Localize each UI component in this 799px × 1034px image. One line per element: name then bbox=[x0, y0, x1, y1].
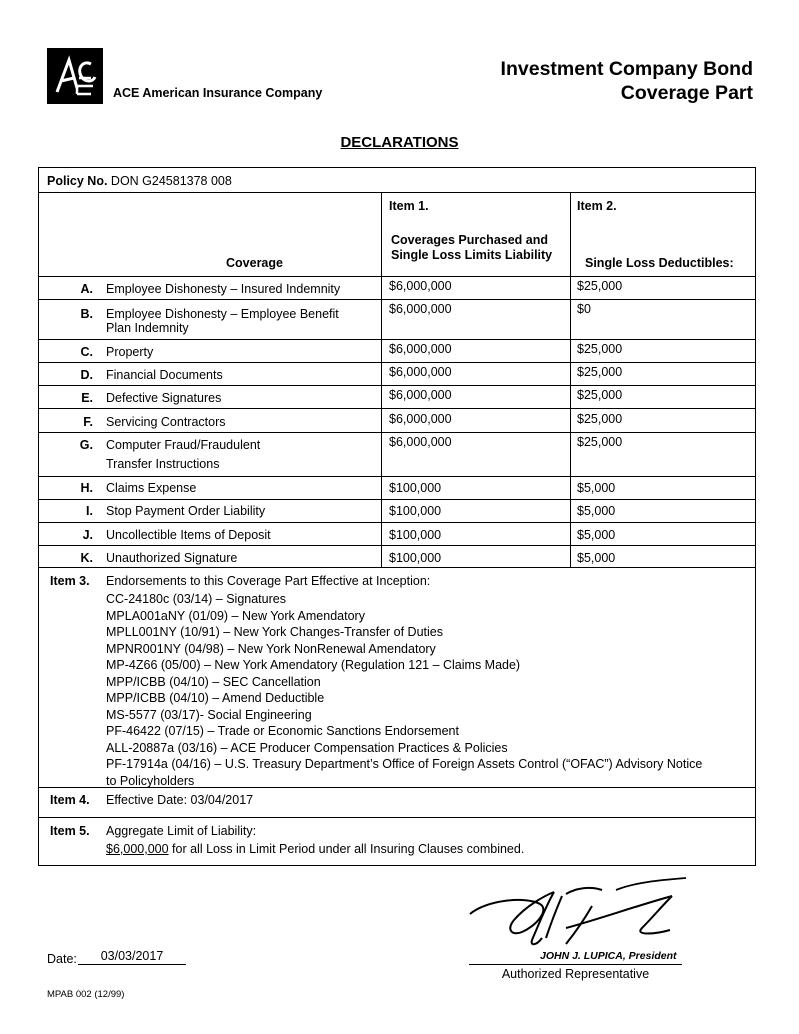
divider bbox=[39, 339, 755, 340]
item3-label: Item 3. bbox=[50, 574, 90, 588]
coverage-letter: H. bbox=[80, 481, 93, 495]
coverage-name: Stop Payment Order Liability bbox=[106, 504, 266, 518]
coverage-deductible: $5,000 bbox=[577, 528, 616, 542]
title-line-1: Investment Company Bond bbox=[500, 58, 753, 80]
divider bbox=[39, 192, 755, 193]
coverage-deductible: $25,000 bbox=[577, 435, 623, 449]
coverage-name: Property bbox=[106, 345, 154, 359]
date-value: 03/03/2017 bbox=[78, 949, 186, 965]
endorsement-item: MS-5577 (03/17)- Social Engineering bbox=[106, 707, 312, 722]
coverage-letter: I. bbox=[86, 504, 93, 518]
coverage-letter: D. bbox=[80, 368, 93, 382]
coverage-limit: $6,000,000 bbox=[389, 365, 452, 379]
document-title bbox=[501, 57, 753, 105]
coverage-limit: $6,000,000 bbox=[389, 412, 452, 426]
divider bbox=[39, 276, 755, 277]
signature-image bbox=[466, 876, 698, 952]
endorsement-item: MPLL001NY (10/91) – New York Changes-Transfer of Duties bbox=[106, 625, 443, 639]
endorsement-item: MP-4Z66 (05/00) – New York Amendatory (Regulation 121 – Claims Made) bbox=[106, 658, 521, 672]
effective-date: Effective Date: 03/04/2017 bbox=[106, 793, 254, 807]
divider bbox=[39, 408, 755, 409]
divider bbox=[39, 817, 755, 818]
item2-subheader: Single Loss Deductibles: bbox=[585, 256, 734, 270]
item1-subheader-2: Single Loss Limits Liability bbox=[391, 248, 553, 262]
coverage-deductible: $25,000 bbox=[577, 365, 623, 379]
coverage-name: Defective Signatures bbox=[106, 391, 222, 405]
item1-subheader-1: Coverages Purchased and bbox=[391, 233, 549, 247]
divider bbox=[39, 522, 755, 523]
coverage-deductible: $5,000 bbox=[577, 504, 616, 518]
coverage-letter: B. bbox=[80, 307, 93, 321]
coverage-limit: $100,000 bbox=[389, 528, 442, 542]
coverage-limit: $100,000 bbox=[389, 481, 442, 495]
coverage-letter: A. bbox=[80, 282, 93, 296]
coverage-limit: $6,000,000 bbox=[389, 388, 452, 402]
coverage-name: Servicing Contractors bbox=[106, 415, 226, 429]
coverage-limit: $6,000,000 bbox=[389, 279, 452, 293]
endorsement-item: to Policyholders bbox=[106, 773, 195, 788]
coverage-letter: F. bbox=[83, 415, 93, 429]
aggregate-limit-text bbox=[106, 841, 524, 857]
coverage-name: Employee Dishonesty – Employee Benefit bbox=[106, 307, 339, 321]
coverage-deductible: $25,000 bbox=[577, 279, 623, 293]
endorsement-item: MPNR001NY (04/98) – New York NonRenewal Amendatory bbox=[106, 641, 436, 656]
declarations-heading: DECLARATIONS bbox=[340, 134, 459, 151]
coverage-letter: C. bbox=[80, 345, 93, 359]
coverage-limit: $100,000 bbox=[389, 504, 442, 518]
coverage-name: Employee Dishonesty – Insured Indemnity bbox=[106, 282, 341, 296]
coverage-name: Financial Documents bbox=[106, 368, 223, 382]
endorsement-item: CC-24180c (03/14) – Signatures bbox=[106, 592, 286, 606]
column-divider bbox=[570, 192, 571, 567]
company-name: ACE American Insurance Company bbox=[113, 86, 323, 100]
divider bbox=[39, 787, 755, 788]
date-label: Date: bbox=[47, 952, 77, 966]
item5-heading: Aggregate Limit of Liability: bbox=[106, 824, 257, 838]
aggregate-limit-rest: for all Loss in Limit Period under all Insuring Clauses combined. bbox=[172, 842, 525, 856]
coverage-limit: $6,000,000 bbox=[389, 435, 452, 449]
form-number: MPAB 002 (12/99) bbox=[47, 989, 125, 1000]
divider bbox=[39, 432, 755, 433]
ace-logo bbox=[47, 48, 103, 104]
divider bbox=[39, 385, 755, 386]
endorsement-item: PF-46422 (07/15) – Trade or Economic Sanctions Endorsement bbox=[106, 724, 459, 738]
signature-line bbox=[469, 964, 682, 965]
divider bbox=[39, 545, 755, 546]
endorsement-item: MPLA001aNY (01/09) – New York Amendatory bbox=[106, 608, 365, 623]
coverage-limit: $6,000,000 bbox=[389, 342, 452, 356]
coverage-limit: $6,000,000 bbox=[389, 302, 452, 316]
coverage-deductible: $25,000 bbox=[577, 412, 623, 426]
coverage-letter: G. bbox=[79, 438, 93, 452]
coverage-deductible: $5,000 bbox=[577, 551, 616, 565]
coverage-deductible: $25,000 bbox=[577, 388, 623, 402]
item4-label: Item 4. bbox=[50, 793, 90, 807]
divider bbox=[39, 499, 755, 500]
item3-heading: Endorsements to this Coverage Part Effective at Inception: bbox=[106, 574, 431, 588]
coverage-name-cont: Transfer Instructions bbox=[106, 457, 220, 471]
endorsement-item: MPP/ICBB (04/10) – SEC Cancellation bbox=[106, 674, 321, 689]
policy-number: DON G24581378 008 bbox=[110, 174, 232, 188]
coverage-deductible: $5,000 bbox=[577, 481, 616, 495]
coverage-header: Coverage bbox=[226, 256, 283, 270]
coverage-name-cont: Plan Indemnity bbox=[106, 321, 189, 335]
authorized-representative: Authorized Representative bbox=[501, 967, 650, 981]
coverage-name: Claims Expense bbox=[106, 481, 197, 495]
coverage-name: Uncollectible Items of Deposit bbox=[106, 528, 271, 542]
policy-row bbox=[47, 173, 232, 189]
signer-name: JOHN J. LUPICA, President bbox=[540, 950, 677, 962]
divider bbox=[39, 299, 755, 300]
coverage-name: Unauthorized Signature bbox=[106, 551, 238, 565]
item2-header: Item 2. bbox=[577, 199, 617, 213]
column-divider bbox=[381, 192, 382, 567]
coverage-letter: K. bbox=[80, 551, 93, 565]
endorsement-item: MPP/ICBB (04/10) – Amend Deductible bbox=[106, 691, 325, 705]
divider bbox=[39, 362, 755, 363]
endorsement-item: ALL-20887a (03/16) – ACE Producer Compensation Practices & Policies bbox=[106, 740, 508, 755]
policy-label: Policy No. bbox=[47, 174, 108, 188]
divider bbox=[39, 476, 755, 477]
coverage-limit: $100,000 bbox=[389, 551, 442, 565]
item1-header: Item 1. bbox=[389, 199, 429, 213]
coverage-letter: J. bbox=[82, 528, 93, 542]
coverage-deductible: $25,000 bbox=[577, 342, 623, 356]
endorsement-item: PF-17914a (04/16) – U.S. Treasury Department’s Office of Foreign Assets Control (“OFAC”) Advisory Notice bbox=[106, 757, 703, 771]
declarations-table bbox=[38, 167, 756, 866]
coverage-deductible: $0 bbox=[577, 302, 591, 316]
coverage-letter: E. bbox=[81, 391, 93, 405]
coverage-name: Computer Fraud/Fraudulent bbox=[106, 438, 261, 452]
divider bbox=[39, 567, 755, 568]
aggregate-limit-amount: $6,000,000 bbox=[106, 842, 169, 856]
item5-label: Item 5. bbox=[50, 824, 90, 838]
title-line-2: Coverage Part bbox=[620, 82, 753, 104]
